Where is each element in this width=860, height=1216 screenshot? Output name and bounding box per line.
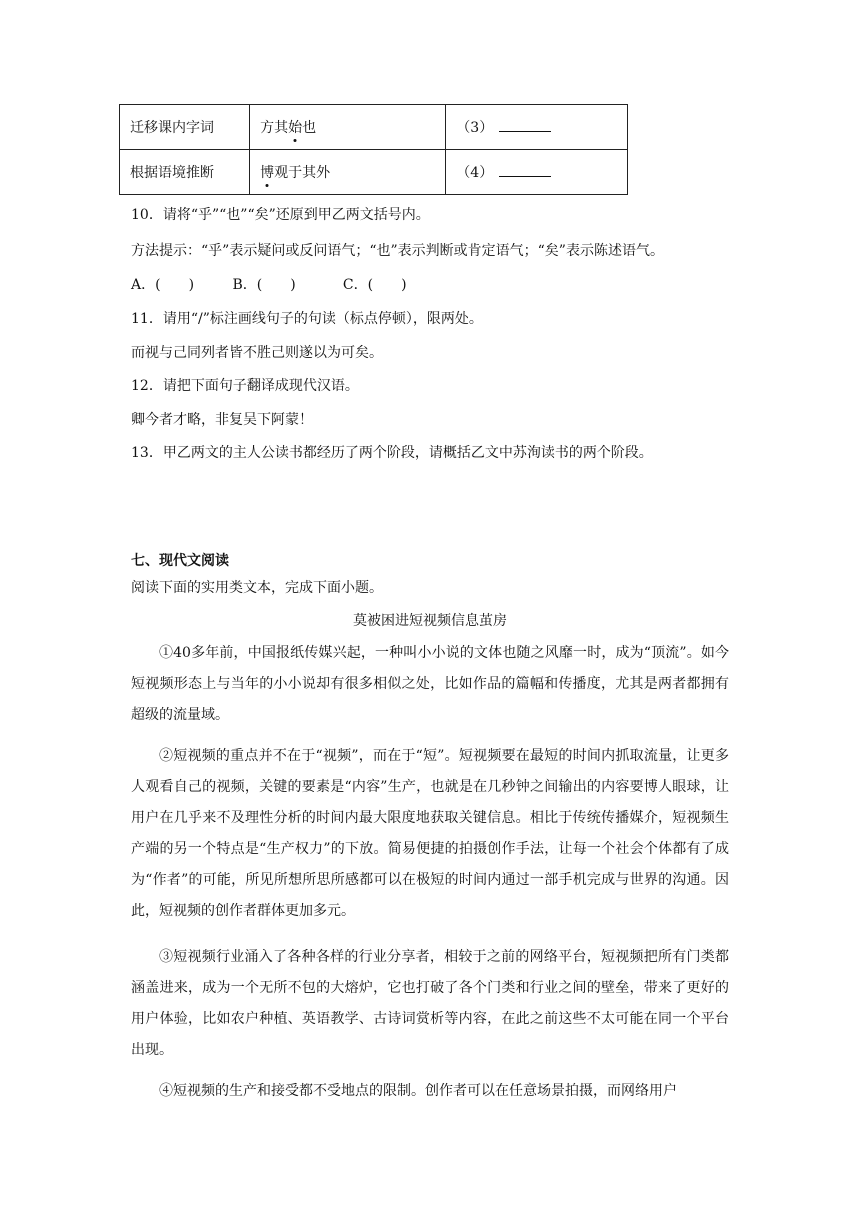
sentence-post: 观于其外 xyxy=(274,165,331,181)
question-12-sentence: 卿今者才略，非复吴下阿蒙！ xyxy=(131,412,313,428)
answer-blank[interactable] xyxy=(499,119,551,132)
table-row xyxy=(120,150,628,195)
article-paragraph-4: ④短视频的生产和接受都不受地点的限制。创作者可以在任意场景拍摄，而网络用户 xyxy=(159,1083,677,1099)
article-paragraph-2: ②短视频的重点并不在于“视频”，而在于“短”。短视频要在最短的时间内抓取流量，让更多人观看自己的视频，关键的要素是“内容”生产，也就是在几秒钟之间输出的内容要博人眼球，让用户在几乎来不及理性分析的时间内最大限度地获取关键信息。相比于传统传播媒介，短视频生产端的另一个特点是“生产权力”的下放。简易便捷的拍摄创作手法，让每一个社会个体都有了成为“作者”的可能，所见所想所思所感都可以在极短的时间内通过一部手机完成与世界的沟通。因此，短视频的创作者群体更加多元。 xyxy=(131,748,729,919)
emphasis-dot-char: 始 xyxy=(288,117,302,137)
sentence-pre: 方其 xyxy=(260,120,289,136)
question-13: 13．甲乙两文的主人公读书都经历了两个阶段，请概括乙文中苏洵读书的两个阶段。 xyxy=(131,445,653,461)
answer-label: （3） xyxy=(456,120,494,136)
question-11-sentence: 而视与己同列者皆不胜己则遂以为可矣。 xyxy=(131,345,383,361)
answer-options xyxy=(131,274,407,294)
question-12: 12．请把下面句子翻译成现代汉语。 xyxy=(131,378,359,394)
answer-label: （4） xyxy=(456,165,494,181)
answer-blank[interactable] xyxy=(499,164,551,177)
section-instruction: 阅读下面的实用类文本，完成下面小题。 xyxy=(131,580,383,596)
option-c[interactable]: C．( ) xyxy=(342,277,407,293)
vocab-method-table xyxy=(119,104,628,195)
article-paragraph-3: ③短视频行业涌入了各种各样的行业分享者，相较于之前的网络平台，短视频把所有门类都涵盖进来，成为一个无所不包的大熔炉，它也打破了各个门类和行业之间的壁垒，带来了更好的用户体验，比如农户种植、英语教学、古诗词赏析等内容，在此之前这些不太可能在同一个平台出现。 xyxy=(131,949,729,1058)
table-cell-method: 根据语境推断 xyxy=(120,150,250,195)
option-b[interactable]: B．( ) xyxy=(232,277,296,293)
article-paragraph-1: ①40多年前，中国报纸传媒兴起，一种叫小小说的文体也随之风靡一时，成为“顶流”。如今短视频形态上与当年的小小说却有很多相似之处，比如作品的篇幅和传播度，尤其是两者都拥有超级的流量域。 xyxy=(131,645,729,723)
option-a[interactable]: A．( ) xyxy=(131,277,195,293)
table-cell-answer xyxy=(446,105,628,150)
article-title: 莫被困进短视频信息茧房 xyxy=(353,613,507,629)
table-cell-sentence xyxy=(250,150,446,195)
sentence-post: 也 xyxy=(302,120,317,136)
table-row xyxy=(120,105,628,150)
table-cell-sentence xyxy=(250,105,446,150)
question-11: 11．请用“/”标注画线句子的句读（标点停顿），限两处。 xyxy=(131,311,483,327)
table-cell-answer xyxy=(446,150,628,195)
question-10: 10．请将“乎”“也”“矣”还原到甲乙两文括号内。 xyxy=(131,207,430,223)
emphasis-dot-char: 博 xyxy=(260,162,274,182)
table-cell-method: 迁移课内字词 xyxy=(120,105,250,150)
method-tip: 方法提示：“乎”表示疑问或反问语气；“也”表示判断或肯定语气；“矣”表示陈述语气。 xyxy=(131,243,664,259)
section-heading: 七、现代文阅读 xyxy=(131,553,229,569)
